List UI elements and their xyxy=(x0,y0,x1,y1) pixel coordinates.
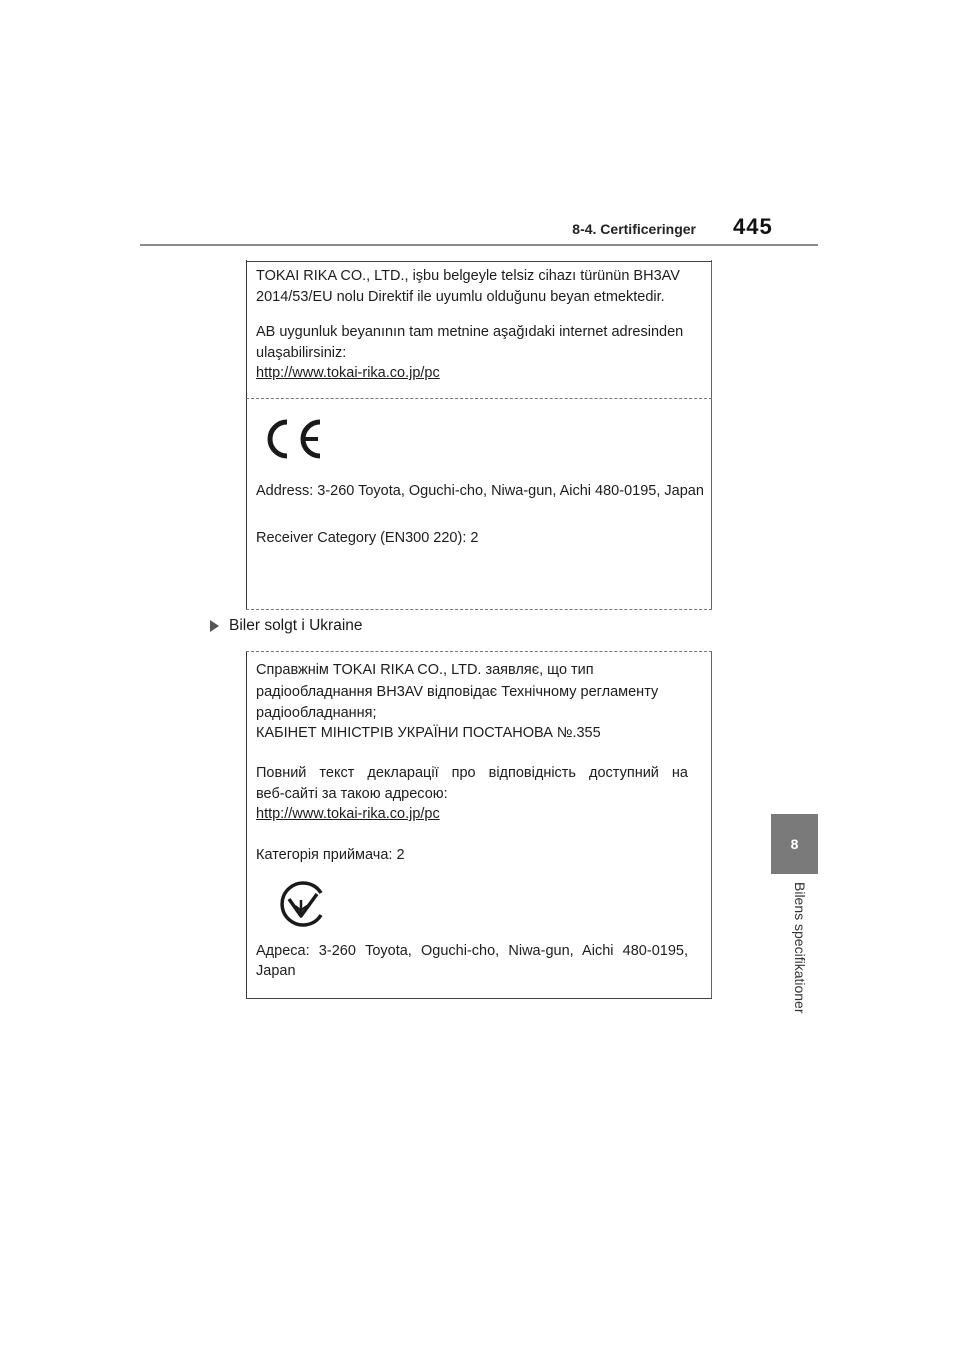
box-top-border xyxy=(246,261,712,262)
box-divider xyxy=(246,398,712,399)
ukraine-line-4: КАБІНЕТ МІНІСТРІВ УКРАЇНИ ПОСТАНОВА №.355 xyxy=(256,725,601,741)
turkey-line-1: TOKAI RIKA CO., LTD., işbu belgeyle telsiz cihazı türünün BH3AV xyxy=(256,268,680,284)
box-bottom-border xyxy=(246,609,712,610)
ukraine-line-6: веб-сайті за такою адресою: xyxy=(256,786,448,802)
ukraine-url-link[interactable]: http://www.tokai-rika.co.jp/pc xyxy=(256,806,440,822)
ukraine-receiver-category: Категорія приймача: 2 xyxy=(256,847,405,863)
ukraine-line-5: Повний текст декларації про відповідність доступний на xyxy=(256,765,688,781)
chapter-label: Bilens specifikationer xyxy=(792,882,808,1014)
ukraine-heading-text: Biler solgt i Ukraine xyxy=(229,617,363,634)
box-bottom-border xyxy=(246,998,712,999)
box-top-border xyxy=(246,651,712,652)
turkey-line-2: 2014/53/EU nolu Direktif ile uyumlu olduğunu beyan etmektedir. xyxy=(256,289,665,305)
chapter-number: 8 xyxy=(790,836,799,852)
triangle-bullet-icon xyxy=(210,620,219,632)
ukraine-address-line-2: Japan xyxy=(256,963,296,979)
header-divider xyxy=(140,244,818,246)
eu-address: Address: 3-260 Toyota, Oguchi-cho, Niwa-gun, Aichi 480-0195, Japan xyxy=(256,483,704,499)
turkey-line-3: AB uygunluk beyanının tam metnine aşağıdaki internet adresinden xyxy=(256,324,684,340)
ukraine-line-1: Справжнім TOKAI RIKA CO., LTD. заявляє, що тип xyxy=(256,662,594,678)
section-title: 8-4. Certificeringer xyxy=(572,221,696,237)
ua-conformity-mark-icon xyxy=(276,878,328,930)
turkey-url-link[interactable]: http://www.tokai-rika.co.jp/pc xyxy=(256,365,440,381)
ukraine-line-3: радіообладнання; xyxy=(256,705,377,721)
ce-mark-icon xyxy=(260,418,324,460)
ukraine-address-line-1: Адреса: 3-260 Toyota, Oguchi-cho, Niwa-gun, Aichi 480-0195, xyxy=(256,943,688,959)
page-number: 445 xyxy=(733,214,773,239)
eu-receiver-category: Receiver Category (EN300 220): 2 xyxy=(256,530,479,546)
ukraine-line-2: радіообладнання BH3AV відповідає Технічному регламенту xyxy=(256,684,659,700)
ukraine-heading xyxy=(210,617,363,635)
turkey-line-4: ulaşabilirsiniz: xyxy=(256,345,347,361)
chapter-tab xyxy=(771,814,818,874)
